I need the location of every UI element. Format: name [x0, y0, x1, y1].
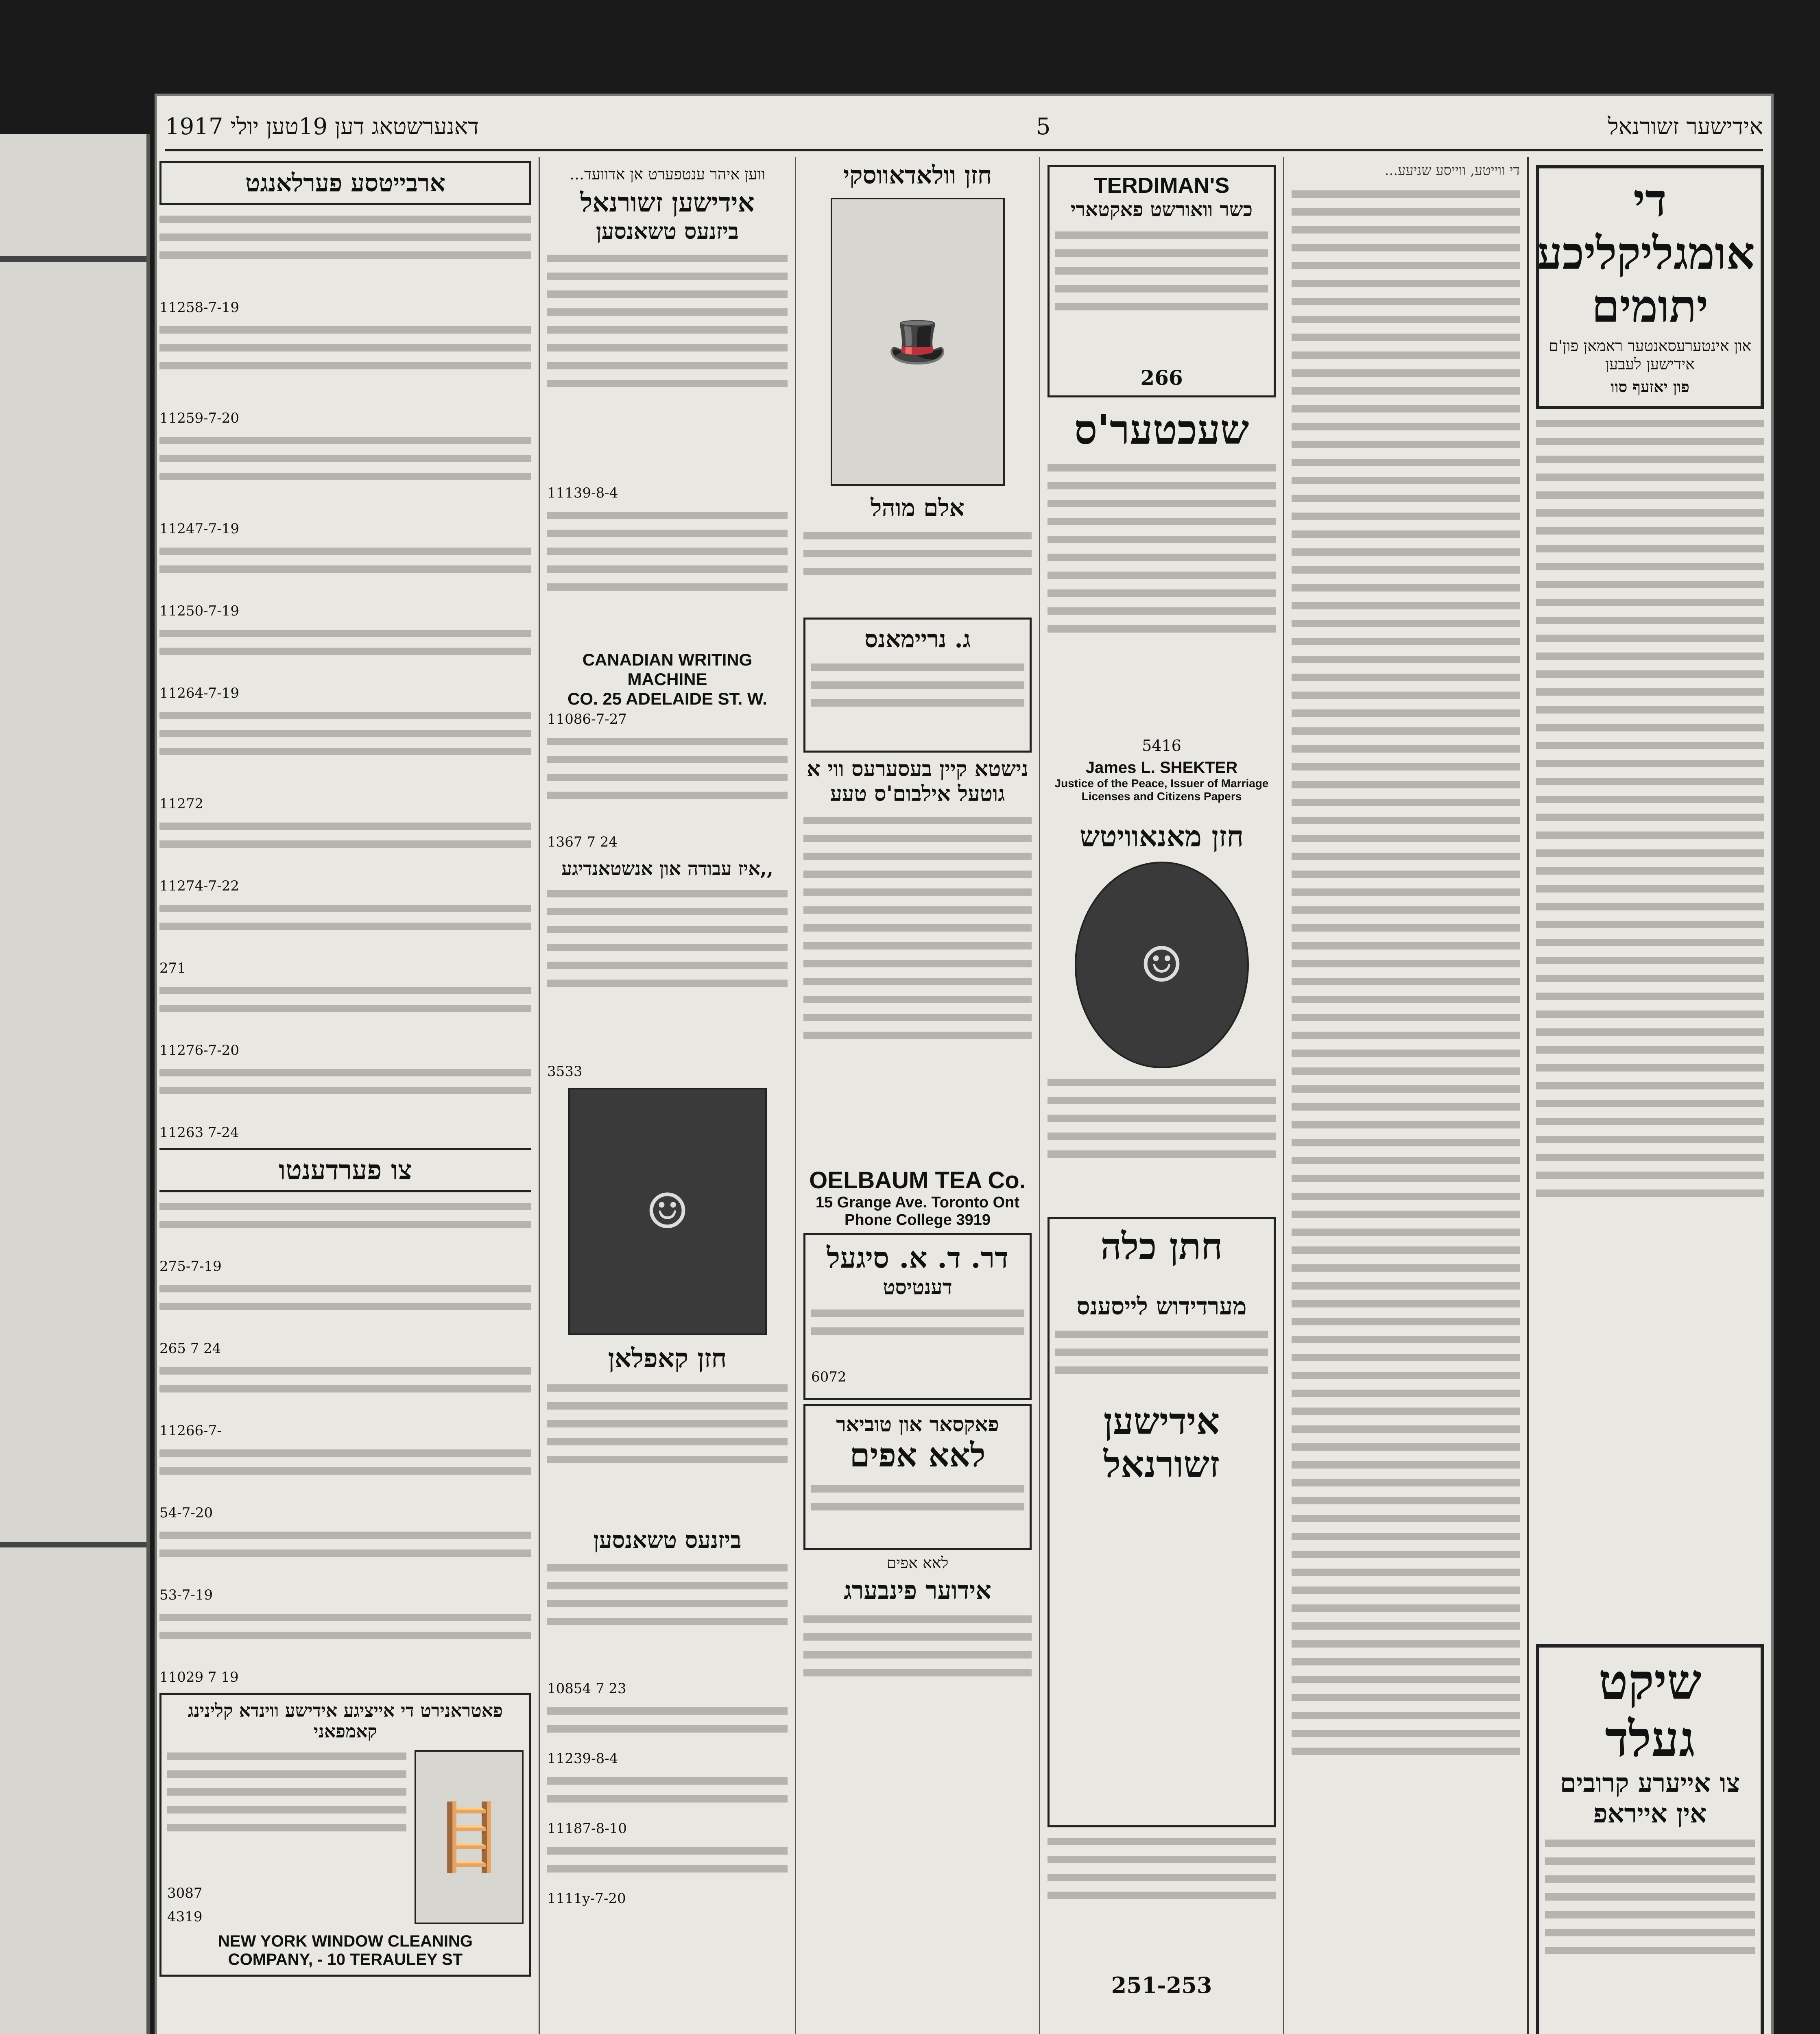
- previous-page-edge: [0, 134, 150, 2034]
- listing-11274: 11274-7-22: [159, 878, 240, 894]
- furrier-ad: [803, 1404, 1032, 1550]
- furrier-head: פאקסאר און טוביאר: [836, 1412, 999, 1436]
- listing-1367: 1367 7 24: [547, 834, 618, 850]
- dentist-title: דענטיסט: [883, 1275, 952, 1299]
- window-number: 4319: [167, 1909, 203, 1925]
- top-hat-portrait: 🎩: [831, 198, 1005, 486]
- tea-address: 15 Grange Ave. Toronto Ont: [815, 1194, 1020, 1211]
- page-number: 5: [1036, 113, 1051, 140]
- journal-ad: אידישען זשורנאל: [1103, 1400, 1220, 1486]
- listing-275: 275-7-19: [159, 1258, 222, 1275]
- listing-11086: 11086-7-27: [547, 711, 627, 727]
- window-cleaning-ad: [159, 1693, 531, 1977]
- canadian-writing: CANADIAN WRITING MACHINE: [582, 650, 753, 689]
- listing-11263: 11263 7-24: [159, 1124, 239, 1141]
- terdiman-ad: [1047, 165, 1276, 397]
- window-address: COMPANY, - 10 TERAULEY ST: [228, 1951, 463, 1969]
- column-1: [1527, 157, 1771, 2034]
- date-line: דאנערשטאג דען 19טען יולי 1917: [165, 113, 479, 140]
- shechter-title: Justice of the Peace, Issuer of Marriage Licenses and Citizens Papers: [1054, 777, 1269, 803]
- rule-line: [0, 256, 146, 262]
- marriage-license: מערדידוש לייסענס: [1076, 1292, 1247, 1320]
- column-4: [795, 157, 1039, 2034]
- story-text: [1536, 420, 1764, 1640]
- listing-11187: 11187-8-10: [547, 1820, 627, 1837]
- furrier-name: לאא אפים: [849, 1436, 986, 1474]
- help-wanted-head-box: [159, 161, 531, 205]
- listing-11258: 11258-7-19: [159, 299, 240, 316]
- cantor-head: חזן מאנאוויטש: [1079, 819, 1244, 853]
- tea-phone: Phone College 3919: [844, 1211, 991, 1229]
- terdiman-head: כשר וואורשט פאקטארי: [1070, 198, 1253, 221]
- serial-title-box: [1536, 165, 1764, 409]
- window-phone: 3087: [167, 1885, 203, 1901]
- serial-subtitle: און אינטערעסאנטער ראמאן פון'ם אידישען לעבען: [1548, 337, 1752, 373]
- listing-265: 265 7 24: [159, 1340, 221, 1357]
- window-cleaning-head: פאטראנירט די אייציגע אידישע ווינדא קלינינג קאמפאני: [188, 1700, 503, 1742]
- journal-header-text: ווען איהר ענטפערט אן אדוועד...: [569, 165, 766, 183]
- story-intro: די ווייטע, ווייסע שניעע...: [1384, 162, 1520, 179]
- window-company: NEW YORK WINDOW CLEANING: [218, 1932, 473, 1950]
- listing-11259: 11259-7-20: [159, 410, 240, 426]
- listing-1111y: 1111y-7-20: [547, 1890, 626, 1907]
- paper-name: אידישער זשורנאל: [1608, 113, 1763, 140]
- portrait-photo: ☺: [568, 1088, 767, 1335]
- page-header: [165, 104, 1763, 151]
- newspaper-page: [155, 94, 1774, 2034]
- shechter-phone: 5416: [1142, 737, 1181, 755]
- send-money-title: שיקט געלד: [1598, 1653, 1702, 1768]
- listing-11029: 11029 7 19: [159, 1669, 239, 1685]
- listing-11247: 11247-7-19: [159, 521, 240, 537]
- journal-phone: 251-253: [1111, 1972, 1212, 1998]
- listing-11139: 11139-8-4: [547, 485, 618, 501]
- alm-moel: אלם מוהל: [871, 494, 965, 522]
- listing-54: 54-7-20: [159, 1505, 213, 1521]
- business-head-2: ביזנעס טשאנסען: [593, 1527, 742, 1554]
- listing-3533: 3533: [547, 1063, 583, 1080]
- g-nirtan-title: ג. נריימאנס: [864, 625, 971, 653]
- listing-11264: 11264-7-19: [159, 685, 240, 701]
- column-2: [1283, 157, 1527, 2034]
- canadian-writing-address: CO. 25 ADELAIDE ST. W.: [567, 689, 767, 708]
- listing-10854: 10854 7 23: [547, 1680, 626, 1697]
- column-3: [1039, 157, 1283, 2034]
- listing-53: 53-7-19: [159, 1587, 213, 1603]
- shechter-head: שעכטער'ס: [1074, 406, 1249, 454]
- wedding-ad: [1047, 1217, 1276, 1827]
- tea-headline: נישטא קיין בעסערעס ווי א גוטעל אילבום'ס טעע: [807, 757, 1028, 806]
- finberg: אידוער פינבערג: [844, 1576, 991, 1605]
- business-head: ביזנעס טשאנסען: [596, 218, 739, 244]
- dentist-phone: 6072: [811, 1369, 847, 1385]
- column-6: [152, 157, 539, 2034]
- serial-author: פון יאזעף סוו: [1611, 378, 1689, 396]
- lao-name-2: לאא אפים: [886, 1554, 949, 1572]
- help-wanted-head: ארבייטסע פערלאנגט: [245, 169, 445, 197]
- work-head: ,,איז עבודה און אנשטאנדיגע: [561, 858, 773, 880]
- story-text: [1292, 190, 1520, 1755]
- terdiman-logo: TERDIMAN'S: [1093, 173, 1230, 198]
- cantor-kaplan: חזן קאפלאן: [608, 1343, 727, 1374]
- rule-line: [0, 1542, 146, 1547]
- cantor-name: חזן וולאדאווסקי: [843, 161, 992, 190]
- journal-name: אידישען זשורנאל: [580, 188, 755, 218]
- terdiman-phone: 266: [1140, 366, 1183, 390]
- dentist-name: דר. ד. א. סיגעל: [827, 1241, 1008, 1275]
- tea-company: OELBAUM TEA Co.: [809, 1167, 1026, 1194]
- chosen-kale: חתן כלה: [1100, 1225, 1223, 1268]
- listing-11239: 11239-8-4: [547, 1750, 618, 1767]
- g-nirtan-ad: [803, 618, 1032, 753]
- listing-11250: 11250-7-19: [159, 603, 240, 619]
- listing-11276: 11276-7-20: [159, 1042, 240, 1058]
- listing-271: 271: [159, 960, 186, 976]
- column-5: [539, 157, 795, 2034]
- cantor-portrait: ☺: [1075, 862, 1249, 1068]
- for-rent-head: צו פערדענטו: [159, 1148, 531, 1192]
- serial-title: די אומגליקליכע יתומים: [1537, 174, 1755, 332]
- ladder-illustration: 🪜: [415, 1750, 524, 1924]
- send-money-text: צו אייערע קרובים אין אייראפ: [1560, 1768, 1740, 1829]
- listing-11266: 11266-7-: [159, 1423, 222, 1439]
- dentist-ad: [803, 1233, 1032, 1400]
- listing-11272: 11272: [159, 796, 204, 812]
- send-money-ad: [1536, 1644, 1764, 2034]
- shechter-name: James L. SHEKTER: [1085, 759, 1238, 777]
